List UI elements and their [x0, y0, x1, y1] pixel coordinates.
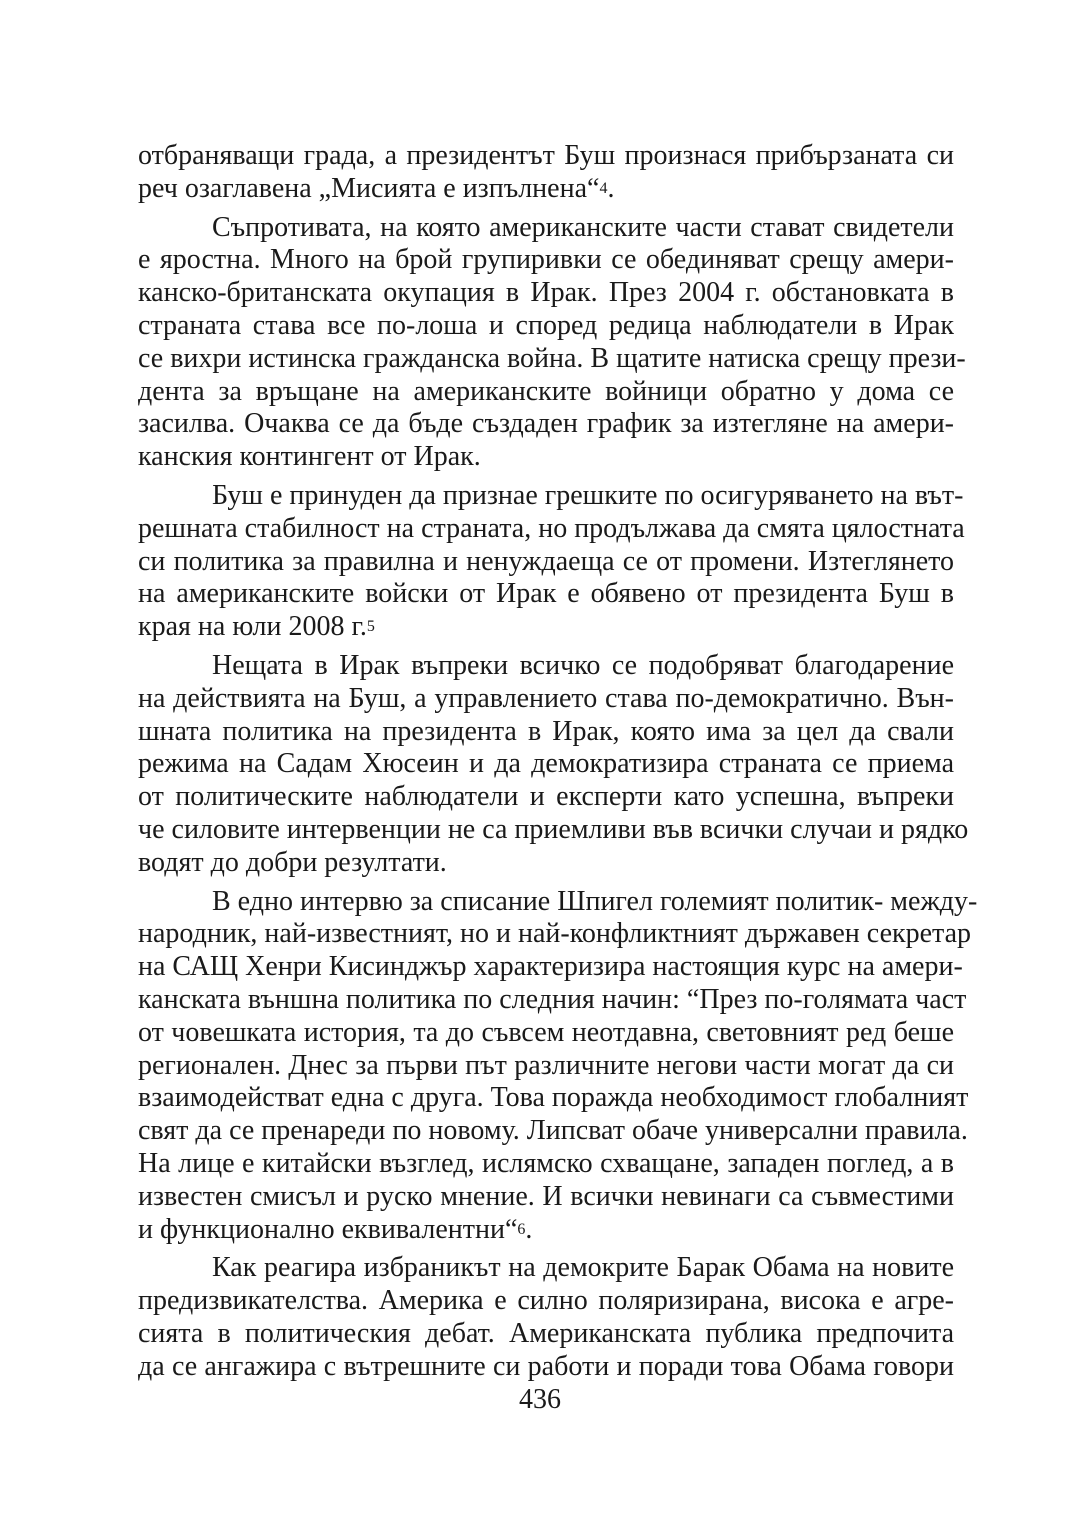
line-text: народник, най-известният, но и най-конфликтният държавен секретар [138, 918, 972, 950]
line-text: края на юли 2008 г. [138, 611, 367, 643]
text-line [138, 781, 954, 814]
line-text: на американските войски от Ирак е обявено от президента Буш в [138, 578, 954, 610]
paragraph [138, 885, 978, 1247]
text-line [138, 1148, 954, 1181]
paragraph [138, 649, 969, 880]
line-text: Съпротивата, на която американските части стават свидетели [212, 211, 954, 243]
line-text: на САЩ Хенри Кисинджър характеризира настоящия курс на амери- [138, 951, 963, 983]
text-line [138, 479, 964, 513]
text-line [138, 1252, 954, 1285]
line-text: Нещата в Ирак въпреки всичко се подобряват благодарение [212, 649, 954, 681]
text-line [138, 244, 954, 277]
line-text: На лице е китайски възглед, ислямско схващане, западен поглед, а в [138, 1147, 954, 1179]
paragraph [138, 1252, 954, 1383]
text-line [138, 441, 954, 474]
text-line [138, 173, 954, 206]
line-text: регионален. Днес за първи път различните негови части могат да си [138, 1049, 954, 1081]
text-line [138, 983, 967, 1017]
line-text: си политика за правилна и ненуждаеща се от промени. Изтеглянето [138, 545, 954, 577]
line-text: се вихри истинска гражданска война. В щатите натиска срещу прези- [138, 342, 966, 374]
line-tail: . [607, 172, 615, 204]
line-text: страната става все по-лоша и според редица наблюдатели в Ирак [138, 309, 954, 341]
line-text: Как реагира избраникът на демокрите Барак Обама на новите [212, 1252, 954, 1284]
text-line [138, 1017, 954, 1050]
paragraph [138, 479, 965, 644]
line-text: предизвикателства. Америка е силно поляризирана, висока е агре- [138, 1285, 954, 1317]
line-text: дента за връщане на американските войници обратно у дома се [138, 375, 954, 407]
line-text: В едно интервю за списание Шпигел големият политик- между- [212, 885, 978, 917]
line-text: канския контингент от Ирак. [138, 441, 481, 473]
text-line [138, 1050, 954, 1083]
line-text: свят да се пренареди по новому. Липсват обаче универсални правила. [138, 1115, 968, 1147]
line-text: водят до добри резултати. [138, 846, 447, 878]
text-line [138, 512, 965, 546]
line-text: е яростна. Много на брой групиривки се обединяват срещу амери- [138, 244, 954, 276]
text-line [138, 578, 954, 611]
line-tail: . [525, 1213, 533, 1245]
text-line [138, 813, 969, 847]
line-text: отбраняващи града, а президентът Буш произнася прибързаната си [138, 140, 954, 171]
line-text: реч озаглавена „Мисията е изпълнена“ [138, 172, 600, 204]
page-body [138, 140, 978, 1383]
text-line [138, 212, 954, 245]
paragraph [138, 140, 954, 206]
line-text: режима на Садам Хюсеин и да демократизира страната се приема [138, 748, 954, 780]
text-line [138, 847, 954, 880]
footnote-ref[interactable]: 4 [599, 179, 608, 197]
text-line [138, 650, 954, 683]
line-text: от политическите наблюдатели и експерти като успешна, въпреки [138, 781, 954, 813]
paragraph [138, 211, 966, 474]
text-line [138, 277, 954, 310]
footnote-ref[interactable]: 6 [517, 1220, 526, 1238]
text-line [138, 310, 954, 343]
text-line [138, 1181, 954, 1214]
line-text: шната политика на президента в Ирак, която има за цел да свали [138, 715, 954, 747]
line-text: сията в политическия дебат. Американската публика предпочита [138, 1317, 954, 1349]
footnote-ref[interactable]: 5 [366, 618, 375, 636]
text-line [138, 1214, 954, 1247]
line-text: на действията на Буш, а управлението става по-демократично. Вън- [138, 682, 954, 714]
text-line [138, 376, 954, 409]
line-text: решната стабилност на страната, но продължава да смята цялостната [138, 512, 965, 544]
text-line [138, 683, 954, 716]
line-text: канско-британската окупация в Ирак. През 2004 г. обстановката в [138, 277, 954, 309]
line-text: засилва. Очаква се да бъде създаден график за изтегляне на амери- [138, 408, 954, 440]
text-line [138, 611, 954, 644]
line-text: че силовите интервенции не са приемливи във всички случаи и рядко [138, 813, 969, 845]
text-line [138, 546, 954, 579]
text-line [138, 342, 966, 376]
text-line [138, 1285, 954, 1318]
line-text: Буш е принуден да признае грешките по осигуряването на вът- [212, 479, 964, 511]
line-text: и функционално еквивалентни“ [138, 1213, 518, 1245]
text-line [138, 408, 954, 441]
text-line [138, 748, 954, 781]
text-line [138, 140, 954, 173]
text-line [138, 885, 978, 919]
line-text: канската външна политика по следния начин: “През по-голямата част [138, 983, 967, 1015]
text-line [138, 918, 972, 951]
text-line [138, 1351, 954, 1384]
text-line [138, 716, 954, 749]
line-text: да се ангажира с вътрешните си работи и поради това Обама говори [138, 1350, 954, 1382]
text-line [138, 1082, 969, 1115]
line-text: взаимодействат една с друга. Това поражда необходимост глобалният [138, 1082, 969, 1114]
text-line [138, 1115, 968, 1148]
line-text: от човешката история, та до съвсем неотдавна, световният ред беше [138, 1016, 954, 1048]
page-number: 436 [519, 1384, 561, 1415]
text-line [138, 951, 963, 984]
line-text: известен смисъл и руско мнение. И всички невинаги са съвместими [138, 1180, 954, 1212]
text-line [138, 1318, 954, 1351]
